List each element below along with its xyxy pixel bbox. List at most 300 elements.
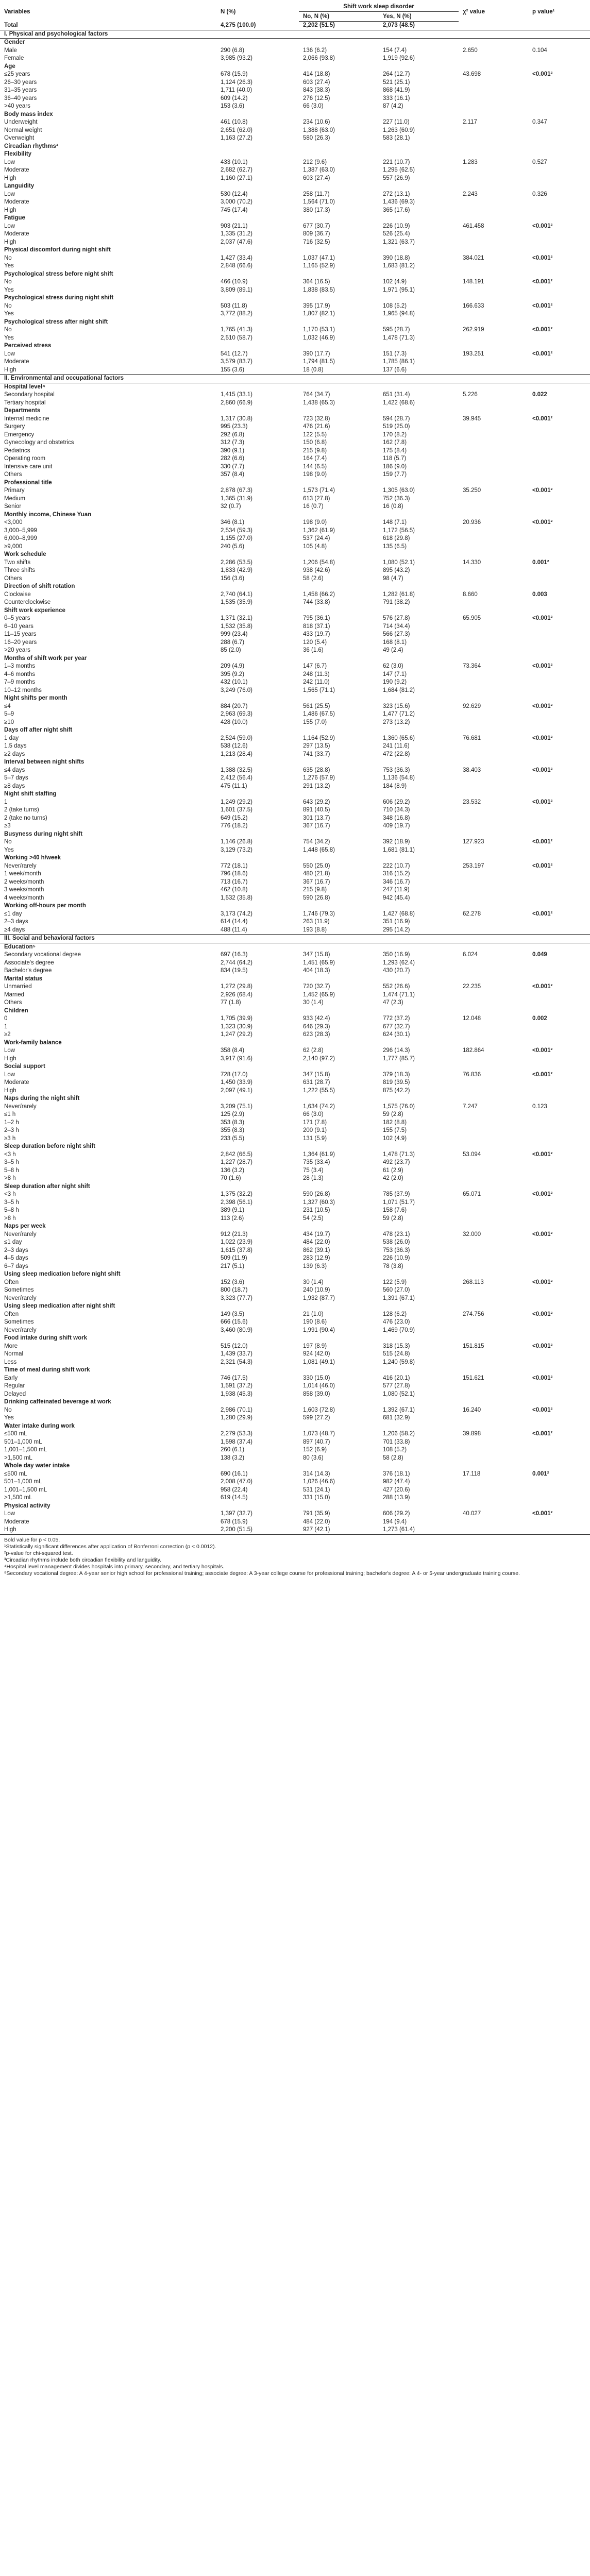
cell-label: >8 h [4,1215,16,1222]
table-row [0,159,590,167]
table-row [0,399,590,408]
cell-n: 260 (6.1) [221,1447,245,1453]
cell-yes: 753 (36.3) [383,1247,410,1253]
cell-no: 58 (2.6) [303,575,324,582]
cell-chi [459,1382,528,1391]
cell-no [299,1063,379,1071]
cell-n: 209 (4.9) [221,663,245,669]
cell-p [528,366,590,375]
table-row [0,1111,590,1119]
cell-chi [459,902,528,910]
cell-chi [459,1359,528,1367]
cell-p [528,1079,590,1087]
cell-label: Working >40 h/week [4,855,61,861]
cell-chi [459,631,528,639]
cell-no: 744 (33.8) [303,599,330,605]
cell-n: 2,200 (51.5) [221,1527,253,1533]
cell-p: <0.001² [532,1047,553,1054]
table-row [0,735,590,743]
table-row [0,822,590,831]
cell-label: Water intake during work [4,1422,75,1429]
cell-label: Delayed [4,1391,26,1397]
cell-chi [459,1159,528,1167]
cell-n: 353 (8.3) [221,1119,245,1126]
cell-n: 77 (1.8) [221,999,241,1006]
cell-chi [459,503,528,511]
cell-no [299,1095,379,1103]
cell-yes: 557 (26.9) [383,175,410,181]
cell-no: 1,838 (83.5) [303,286,335,293]
cell-n: 2,651 (62.0) [221,127,253,133]
cell-chi [459,1111,528,1119]
cell-label: <3,000 [4,519,23,526]
cell-label: 36–40 years [4,95,37,101]
cell-n [216,318,299,327]
cell-p [528,1382,590,1391]
cell-n: 746 (17.5) [221,1375,248,1381]
cell-chi [459,1079,528,1087]
cell-yes: 772 (37.2) [383,1015,410,1022]
cell-n [216,1334,299,1343]
cell-label: Moderate [4,359,29,365]
cell-n: 1,427 (33.4) [221,255,253,261]
cell-chi [459,1334,528,1343]
table-row [0,1279,590,1287]
cell-label: ≥2 days [4,751,25,757]
cell-chi [459,1318,528,1327]
variable-row [0,1095,590,1103]
cell-no: 735 (33.4) [303,1159,330,1165]
cell-n: 233 (5.5) [221,1135,245,1142]
cell-p [528,991,590,999]
cell-p [528,1502,590,1511]
cell-no: 646 (29.3) [303,1023,330,1030]
cell-yes [379,214,459,223]
cell-n: 690 (16.1) [221,1470,248,1477]
cell-no: 1,807 (82.1) [303,311,335,317]
cell-label: Gynecology and obstetrics [4,439,74,446]
cell-yes: 791 (38.2) [383,599,410,605]
cell-no: 938 (42.6) [303,567,330,573]
cell-yes: 1,919 (92.6) [383,55,415,61]
cell-p [528,551,590,559]
cell-yes: 651 (31.4) [383,392,410,398]
cell-yes: 108 (5.2) [383,1447,407,1453]
cell-n: 153 (3.6) [221,103,245,109]
cell-no: 537 (24.4) [303,535,330,541]
cell-yes: 1,681 (81.1) [383,846,415,853]
cell-chi [459,886,528,894]
cell-n: 1,532 (35.8) [221,623,253,630]
cell-n: 912 (21.3) [221,1231,248,1238]
cell-yes [379,694,459,703]
cell-no [299,758,379,767]
section-title: II. Environmental and occupational factors [0,375,590,383]
cell-chi [459,103,528,111]
cell-yes: 137 (6.6) [383,366,407,373]
cell-no: 301 (13.7) [303,815,330,821]
table-row [0,878,590,887]
cell-no [299,1502,379,1511]
cell-label: Physical discomfort during night shift [4,247,111,253]
cell-n: 619 (14.5) [221,1495,248,1501]
cell-n: 466 (10.9) [221,279,248,285]
cell-label: Female [4,55,24,61]
cell-n: 312 (7.3) [221,439,245,446]
cell-p [528,1175,590,1183]
cell-no: 212 (9.6) [303,159,327,165]
cell-no: 858 (39.0) [303,1391,330,1397]
cell-p [528,230,590,239]
cell-yes: 379 (18.3) [383,1071,410,1078]
cell-no: 248 (11.3) [303,671,330,677]
cell-label: 26–30 years [4,79,37,86]
cell-p [528,831,590,839]
total-chi [459,22,528,30]
table-row [0,255,590,263]
cell-label: Perceived stress [4,343,52,349]
cell-yes [379,1007,459,1015]
cell-no: 613 (27.8) [303,495,330,502]
cell-no: 18 (0.8) [303,366,324,373]
cell-p [528,134,590,143]
cell-chi: 461.458 [463,223,484,229]
cell-no [299,63,379,71]
cell-yes: 376 (18.1) [383,1470,410,1477]
cell-n: 461 (10.8) [221,119,248,125]
cell-yes [379,1502,459,1511]
table-row [0,1079,590,1087]
cell-p: <0.001² [532,1311,553,1317]
cell-no: 1,603 (72.8) [303,1406,335,1413]
cell-chi [459,999,528,1007]
cell-no: 367 (16.7) [303,823,330,829]
cell-yes: 226 (10.9) [383,1255,410,1261]
cell-p [528,1318,590,1327]
table-row [0,999,590,1007]
cell-p [528,407,590,415]
cell-n: 1,247 (29.2) [221,1031,253,1038]
total-p [528,22,590,30]
cell-no: 131 (5.9) [303,1135,327,1142]
cell-yes [379,607,459,615]
section-row [0,375,590,383]
cell-yes: 1,172 (56.5) [383,527,415,534]
cell-chi [459,854,528,862]
table-header [0,1,590,22]
cell-yes: 1,263 (60.9) [383,127,415,133]
cell-chi: 16.240 [463,1406,481,1413]
cell-yes [379,902,459,910]
variable-row [0,943,590,951]
header-group-title: Shift work sleep disorder [299,1,459,12]
cell-n [216,511,299,519]
cell-p: <0.001² [532,703,553,709]
cell-yes: 515 (24.8) [383,1351,410,1357]
cell-chi [459,551,528,559]
cell-label: Psychological stress during night shift [4,295,114,301]
cell-chi [459,447,528,455]
cell-no: 891 (40.5) [303,807,330,813]
table-row [0,599,590,607]
cell-n: 515 (12.0) [221,1343,248,1349]
cell-chi: 2.650 [463,47,478,54]
cell-yes: 1,965 (94.8) [383,311,415,317]
cell-n: 3,772 (88.2) [221,311,253,317]
cell-yes: 1,422 (68.6) [383,399,415,406]
cell-no: 136 (6.2) [303,47,327,54]
cell-p [528,1359,590,1367]
cell-yes: 122 (5.9) [383,1279,407,1285]
cell-chi: 73.364 [463,663,481,669]
cell-label: Days off after night shift [4,727,73,733]
cell-label: Months of shift work per year [4,655,87,662]
cell-no: 561 (25.5) [303,703,330,709]
cell-p [528,694,590,703]
cell-yes: 752 (36.3) [383,495,410,502]
cell-no: 234 (10.6) [303,119,330,125]
cell-label: Clockwise [4,591,31,598]
cell-no: 276 (12.5) [303,95,330,101]
table-row [0,1343,590,1351]
cell-chi [459,358,528,366]
cell-chi [459,783,528,791]
cell-no [299,294,379,302]
cell-chi [459,1175,528,1183]
cell-label: Busyness during night shift [4,831,83,837]
cell-label: 2 weeks/month [4,878,44,885]
cell-yes: 59 (2.8) [383,1111,403,1117]
cell-label: 1 day [4,735,19,741]
cell-p [528,719,590,727]
cell-p [528,495,590,503]
cell-label: Pediatrics [4,447,30,454]
table-row [0,838,590,846]
cell-yes [379,655,459,663]
cell-yes: 710 (34.3) [383,807,410,813]
cell-chi [459,1446,528,1454]
cell-yes: 49 (2.4) [383,647,403,653]
cell-chi: 53.094 [463,1151,481,1158]
cell-no: 480 (21.8) [303,871,330,877]
cell-chi [459,1486,528,1495]
cell-no [299,790,379,799]
cell-n [216,1398,299,1406]
table-row [0,894,590,903]
cell-p [528,647,590,655]
cell-n: 70 (1.6) [221,1175,241,1181]
cell-no: 631 (28.7) [303,1079,330,1086]
cell-n: 776 (18.2) [221,823,248,829]
cell-chi [459,687,528,695]
cell-no: 171 (7.8) [303,1119,327,1126]
cell-p: <0.001² [532,1231,553,1238]
cell-p [528,1478,590,1486]
cell-yes: 222 (10.7) [383,862,410,869]
cell-n [216,1095,299,1103]
header-no: No, N (%) [299,12,379,22]
cell-p [528,583,590,591]
cell-n: 155 (3.6) [221,366,245,373]
table-row [0,1263,590,1271]
cell-no [299,342,379,350]
cell-label: Counterclockwise [4,599,51,605]
table-row [0,415,590,423]
cell-label: 501–1,000 mL [4,1479,42,1485]
cell-p [528,1143,590,1151]
cell-no: 395 (17.9) [303,302,330,309]
cell-no: 927 (42.1) [303,1527,330,1533]
variable-row [0,758,590,767]
cell-no: 1,222 (55.5) [303,1087,335,1094]
cell-p: <0.001² [532,1071,553,1078]
cell-p [528,1127,590,1135]
cell-n: 462 (10.8) [221,887,248,893]
cell-p: <0.001² [532,984,553,990]
cell-p: <0.001² [532,799,553,805]
cell-p [528,822,590,831]
cell-no: 390 (17.7) [303,350,330,357]
cell-n [216,975,299,984]
table-row [0,710,590,719]
cell-no: 741 (33.7) [303,751,330,757]
cell-chi: 2.243 [463,191,478,197]
table-row [0,983,590,991]
table-row [0,631,590,639]
cell-yes: 221 (10.7) [383,159,410,165]
variable-row [0,1502,590,1511]
cell-label: Children [4,1007,28,1014]
cell-yes: 677 (32.7) [383,1023,410,1030]
cell-yes: 576 (27.8) [383,615,410,621]
cell-label: No [4,255,12,261]
table-row [0,223,590,231]
cell-chi: 6.024 [463,952,478,958]
cell-yes: 348 (16.8) [383,815,410,821]
cell-n [216,214,299,223]
cell-chi [459,1414,528,1422]
cell-n: 1,155 (27.0) [221,535,253,541]
cell-chi [459,790,528,799]
cell-label: Work-family balance [4,1039,62,1046]
total-n: 4,275 (100.0) [216,22,299,30]
cell-yes [379,758,459,767]
cell-n: 357 (8.4) [221,471,245,478]
variable-row [0,246,590,255]
cell-yes [379,551,459,559]
cell-n: 358 (8.4) [221,1047,245,1054]
cell-n [216,1063,299,1071]
cell-yes: 478 (23.1) [383,1231,410,1238]
cell-label: Others [4,471,22,478]
cell-no: 843 (38.3) [303,87,330,93]
cell-n [216,270,299,279]
table-row [0,663,590,671]
cell-label: 10–12 months [4,687,42,693]
cell-no: 164 (7.4) [303,455,327,462]
cell-yes: 288 (13.9) [383,1495,410,1501]
cell-p [528,623,590,631]
cell-yes: 1,080 (52.1) [383,1391,415,1397]
cell-p [528,1486,590,1495]
cell-label: Moderate [4,199,29,205]
cell-label: No [4,302,12,309]
cell-label: Regular [4,1383,25,1389]
cell-label: High [4,366,16,373]
cell-chi: 268.113 [463,1279,484,1285]
cell-yes [379,383,459,391]
cell-p [528,1446,590,1454]
cell-n: 2,286 (53.5) [221,559,253,566]
cell-n: 503 (11.8) [221,302,247,309]
cell-n: 541 (12.7) [221,350,248,357]
cell-label: Drinking caffeinated beverage at work [4,1399,111,1405]
table-row [0,471,590,479]
cell-chi: 17.118 [463,1470,481,1477]
cell-no [299,270,379,279]
cell-no [299,902,379,910]
cell-p [528,246,590,255]
cell-no: 1,458 (66.2) [303,591,335,598]
cell-n [216,607,299,615]
cell-chi [459,655,528,663]
table-row [0,519,590,527]
cell-n: 538 (12.6) [221,743,248,749]
cell-label: ≥4 days [4,926,25,933]
cell-no: 2,066 (93.8) [303,55,335,61]
cell-yes: 1,436 (69.3) [383,199,415,205]
cell-n: 1,227 (28.7) [221,1159,253,1165]
cell-label: Secondary vocational degree [4,952,81,958]
variable-row [0,583,590,591]
cell-no: 198 (9.0) [303,519,327,526]
cell-no: 1,165 (52.9) [303,263,335,269]
cell-label: Moderate [4,1518,29,1525]
total-label: Total [0,22,216,30]
cell-p [528,103,590,111]
cell-yes [379,1462,459,1470]
cell-yes: 227 (11.0) [383,119,410,125]
cell-chi: 62.278 [463,910,481,917]
cell-label: 16–20 years [4,639,37,646]
cell-p [528,1023,590,1031]
cell-n: 1,938 (45.3) [221,1391,253,1397]
cell-chi: 148.191 [463,279,484,285]
cell-chi: 1.283 [463,159,478,165]
table-row [0,1518,590,1527]
cell-p [528,1199,590,1207]
cell-p: 0.022 [532,392,547,398]
cell-n: 1,249 (29.2) [221,799,253,805]
cell-chi [459,1295,528,1303]
table-row [0,991,590,999]
table-row [0,1526,590,1534]
cell-yes [379,583,459,591]
cell-p [528,1215,590,1223]
cell-p [528,639,590,647]
cell-n: 1,323 (30.9) [221,1023,253,1030]
cell-no [299,479,379,487]
cell-label: Tertiary hospital [4,399,46,406]
variable-row [0,214,590,223]
cell-yes: 42 (2.0) [383,1175,403,1181]
cell-label: Social support [4,1063,45,1070]
cell-no: 1,026 (46.6) [303,1479,335,1485]
cell-no: 434 (19.7) [303,1231,330,1238]
table-row [0,1510,590,1518]
cell-p [528,1494,590,1502]
table-row [0,742,590,751]
